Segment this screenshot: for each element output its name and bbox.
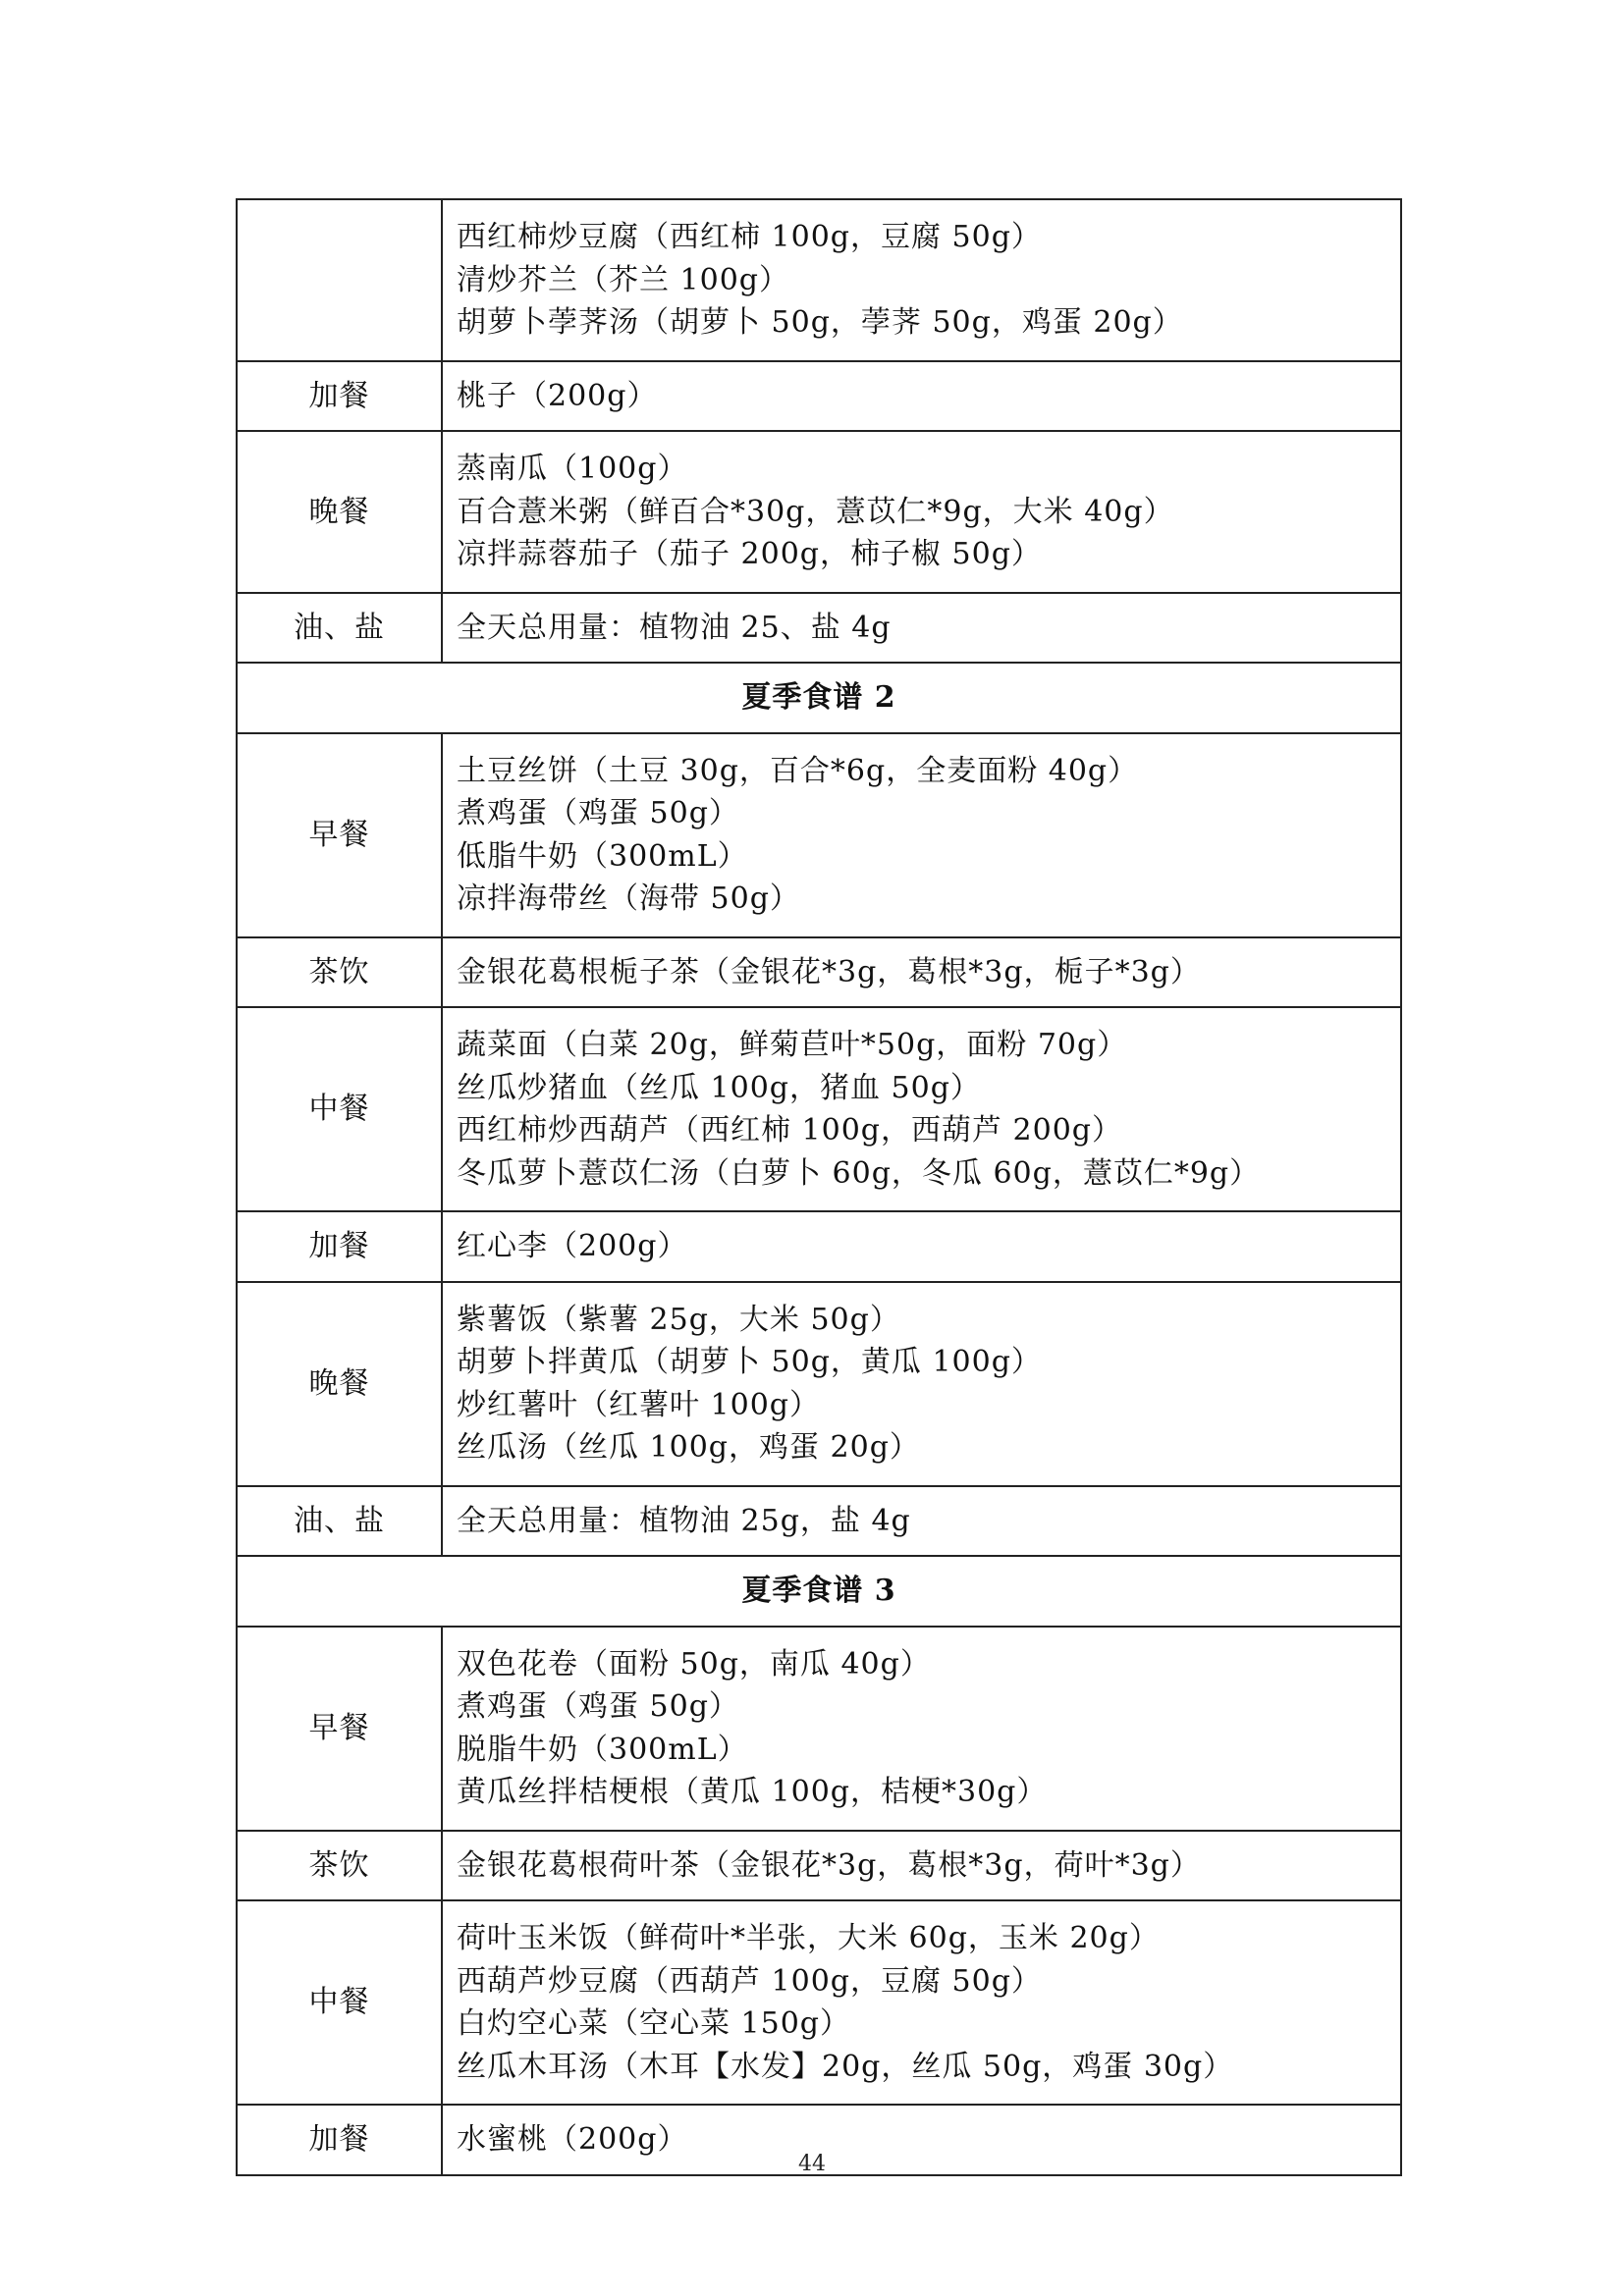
meal-items	[442, 1900, 1401, 2105]
dish-item: 百合薏米粥（鲜百合*30g，薏苡仁*9g，大米 40g）	[457, 494, 1174, 529]
dish-item: 荷叶玉米饭（鲜荷叶*半张，大米 60g，玉米 20g）	[457, 1921, 1160, 1955]
meal-plan-table	[236, 198, 1402, 2176]
meal-items	[442, 431, 1401, 593]
dish-item: 胡萝卜荸荠汤（胡萝卜 50g，荸荠 50g，鸡蛋 20g）	[457, 305, 1183, 340]
meal-items	[442, 1007, 1401, 1211]
dish-item: 丝瓜汤（丝瓜 100g，鸡蛋 20g）	[457, 1430, 920, 1465]
dish-item: 西红柿炒西葫芦（西红柿 100g，西葫芦 200g）	[457, 1113, 1123, 1148]
meal-plan-table-body	[237, 199, 1401, 2175]
meal-row	[237, 361, 1401, 432]
meal-label: 晚餐	[237, 1282, 442, 1486]
meal-label: 茶饮	[237, 937, 442, 1008]
meal-label: 中餐	[237, 1007, 442, 1211]
meal-row	[237, 1486, 1401, 1557]
meal-label: 中餐	[237, 1900, 442, 2105]
meal-label: 油、盐	[237, 593, 442, 664]
dish-item: 低脂牛奶（300mL）	[457, 838, 748, 874]
meal-items	[442, 361, 1401, 432]
dish-item: 全天总用量：植物油 25g，盐 4g	[457, 1503, 911, 1538]
meal-row	[237, 1211, 1401, 1282]
meal-label: 加餐	[237, 1211, 442, 1282]
section-title: 夏季食谱 3	[237, 1556, 1401, 1627]
meal-row	[237, 937, 1401, 1008]
meal-items	[442, 937, 1401, 1008]
meal-items	[442, 733, 1401, 937]
meal-row	[237, 1282, 1401, 1486]
meal-label: 加餐	[237, 2105, 442, 2175]
dish-item: 西葫芦炒豆腐（西葫芦 100g，豆腐 50g）	[457, 1963, 1042, 1999]
meal-row	[237, 593, 1401, 664]
dish-item: 桃子（200g）	[457, 378, 658, 413]
dish-item: 西红柿炒豆腐（西红柿 100g，豆腐 50g）	[457, 220, 1042, 254]
meal-label: 早餐	[237, 733, 442, 937]
meal-label: 早餐	[237, 1627, 442, 1831]
dish-item: 煮鸡蛋（鸡蛋 50g）	[457, 1689, 739, 1724]
dish-item: 全天总用量：植物油 25、盐 4g	[457, 610, 892, 645]
dish-item: 脱脂牛奶（300mL）	[457, 1732, 748, 1767]
meal-items	[442, 593, 1401, 664]
section-header-row	[237, 1556, 1401, 1627]
dish-item: 凉拌蒜蓉茄子（茄子 200g，柿子椒 50g）	[457, 537, 1042, 571]
meal-label: 加餐	[237, 361, 442, 432]
meal-items	[442, 1627, 1401, 1831]
dish-item: 金银花葛根荷叶茶（金银花*3g，葛根*3g，荷叶*3g）	[457, 1847, 1201, 1883]
dish-item: 冬瓜萝卜薏苡仁汤（白萝卜 60g，冬瓜 60g，薏苡仁*9g）	[457, 1155, 1261, 1191]
meal-items	[442, 199, 1401, 361]
dish-item: 双色花卷（面粉 50g，南瓜 40g）	[457, 1646, 931, 1682]
dish-item: 金银花葛根栀子茶（金银花*3g，葛根*3g，栀子*3g）	[457, 954, 1201, 989]
meal-row	[237, 1007, 1401, 1211]
meal-items	[442, 1282, 1401, 1486]
dish-item: 白灼空心菜（空心菜 150g）	[457, 2006, 851, 2041]
dish-item: 蔬菜面（白菜 20g，鲜菊苣叶*50g，面粉 70g）	[457, 1028, 1128, 1062]
page-number: 44	[798, 2152, 826, 2176]
dish-item: 紫薯饭（紫薯 25g，大米 50g）	[457, 1302, 900, 1337]
dish-item: 煮鸡蛋（鸡蛋 50g）	[457, 796, 739, 830]
meal-row	[237, 199, 1401, 361]
dish-item: 丝瓜炒猪血（丝瓜 100g，猪血 50g）	[457, 1070, 981, 1105]
meal-row	[237, 1900, 1401, 2105]
meal-label: 晚餐	[237, 431, 442, 593]
meal-row	[237, 1627, 1401, 1831]
dish-item: 丝瓜木耳汤（木耳【水发】20g，丝瓜 50g，鸡蛋 30g）	[457, 2049, 1234, 2084]
dish-item: 土豆丝饼（土豆 30g，百合*6g，全麦面粉 40g）	[457, 753, 1139, 788]
meal-items	[442, 1211, 1401, 1282]
meal-row	[237, 431, 1401, 593]
meal-label: 茶饮	[237, 1831, 442, 1901]
meal-items	[442, 1486, 1401, 1557]
meal-label: 油、盐	[237, 1486, 442, 1557]
dish-item: 蒸南瓜（100g）	[457, 452, 688, 486]
meal-label	[237, 199, 442, 361]
dish-item: 水蜜桃（200g）	[457, 2122, 688, 2157]
dish-item: 红心李（200g）	[457, 1229, 688, 1263]
dish-item: 清炒芥兰（芥兰 100g）	[457, 262, 790, 297]
dish-item: 炒红薯叶（红薯叶 100g）	[457, 1387, 821, 1422]
section-header-row	[237, 663, 1401, 733]
meal-row	[237, 733, 1401, 937]
section-title: 夏季食谱 2	[237, 663, 1401, 733]
meal-row	[237, 1831, 1401, 1901]
dish-item: 黄瓜丝拌桔梗根（黄瓜 100g，桔梗*30g）	[457, 1775, 1048, 1809]
dish-item: 胡萝卜拌黄瓜（胡萝卜 50g，黄瓜 100g）	[457, 1345, 1042, 1379]
meal-items	[442, 1831, 1401, 1901]
dish-item: 凉拌海带丝（海带 50g）	[457, 881, 800, 916]
